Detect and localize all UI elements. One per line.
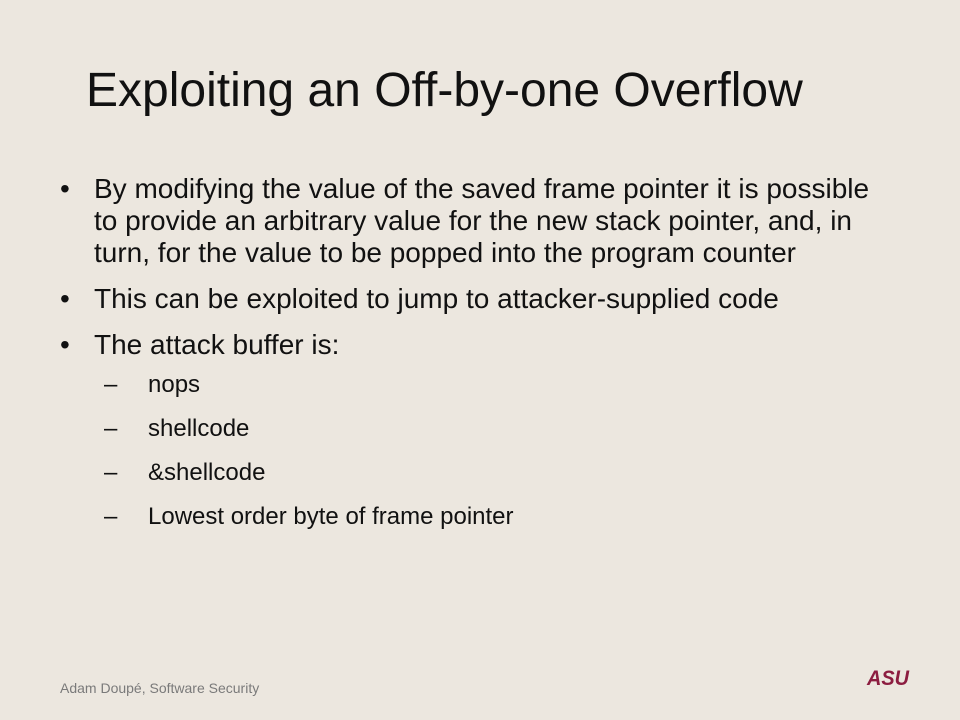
sub-bullet-item (104, 371, 900, 399)
bullet-item (60, 283, 900, 315)
bullet-text: This can be exploited to jump to attacker-supplied code (94, 283, 779, 314)
bullet-list (60, 173, 900, 547)
sub-bullet-text: &shellcode (148, 459, 266, 486)
bullet-text: By modifying the value of the saved frame pointer it is possible to provide an arbitrary value for the new stack pointer, and, in turn, for the value to be popped into the program counter (94, 173, 870, 268)
slide-title: Exploiting an Off-by-one Overflow (86, 64, 803, 117)
sub-bullet-marker: – (104, 459, 118, 486)
sub-bullet-marker: – (104, 503, 118, 530)
sub-bullet-item (104, 459, 900, 487)
footer-credit: Adam Doupé, Software Security (60, 680, 260, 696)
bullet-item (60, 173, 900, 269)
bullet-item (60, 329, 900, 531)
sub-bullet-text: Lowest order byte of frame pointer (148, 503, 514, 530)
sub-bullet-item (104, 415, 900, 443)
sub-bullet-marker: – (104, 371, 118, 398)
svg-text:ASU: ASU (866, 667, 910, 688)
sub-bullet-text: shellcode (148, 415, 250, 442)
sub-bullet-marker: – (104, 415, 118, 442)
bullet-text: The attack buffer is: (94, 329, 340, 360)
sub-bullet-item (104, 503, 900, 531)
bullet-marker: • (60, 329, 70, 360)
sub-bullet-list (94, 371, 900, 531)
bullet-marker: • (60, 173, 70, 204)
bullet-marker: • (60, 283, 70, 314)
asu-logo (866, 666, 910, 688)
sub-bullet-text: nops (148, 371, 201, 398)
